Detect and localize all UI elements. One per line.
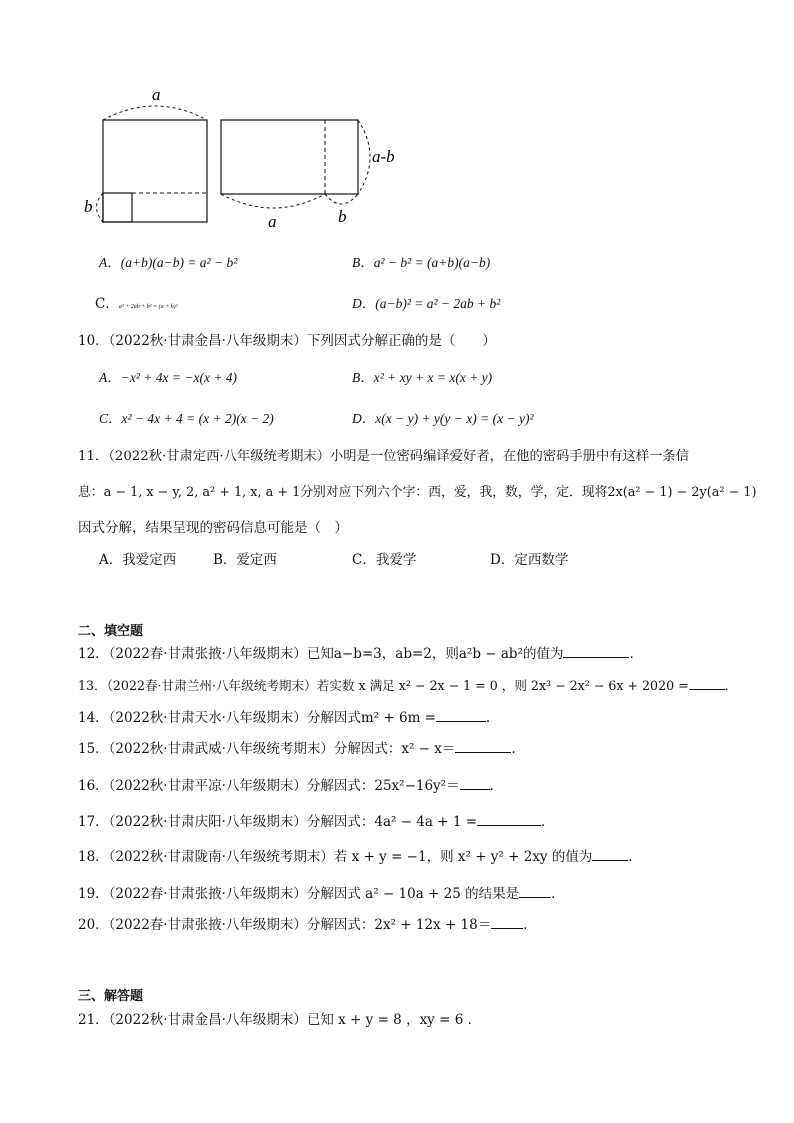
q17-end: ． — [541, 814, 555, 830]
q12 — [78, 645, 643, 663]
q10-option-d[interactable]: D．x(x − y) + y(y − x) = (x − y)² — [352, 411, 534, 426]
q16-answer-blank[interactable] — [460, 777, 490, 790]
q11-option-b[interactable]: B．爱定西 — [213, 552, 277, 568]
left-square — [103, 120, 207, 222]
q10-option-c[interactable]: C．x² − 4x + 4 = (x + 2)(x − 2) — [99, 411, 274, 426]
q14-end: ． — [485, 710, 500, 726]
q20 — [78, 916, 537, 934]
q17-answer-blank[interactable] — [477, 813, 541, 826]
section-fill-in-title: 二、填空题 — [78, 624, 144, 639]
q11-line-3: 因式分解，结果呈现的密码信息可能是（ ） — [78, 520, 348, 536]
q18 — [78, 848, 642, 866]
q18-end: ． — [628, 849, 642, 865]
q15-answer-blank[interactable] — [455, 740, 511, 753]
q12-end: ． — [629, 646, 643, 662]
brace-b-left — [97, 193, 104, 222]
q13 — [78, 677, 737, 695]
q19-end: ． — [551, 886, 565, 902]
q9-option-d[interactable]: D．(a−b)² = a² − 2ab + b² — [352, 296, 501, 311]
q16-text: 16．（2022秋·甘肃平凉·八年级期末）分解因式：25x²−16y²＝ — [78, 778, 460, 794]
brace-a-bottom — [221, 194, 325, 208]
q11-option-c[interactable]: C．我爱学 — [352, 552, 417, 568]
q9-option-c[interactable] — [95, 295, 177, 316]
label-b-left: b — [84, 197, 93, 216]
q10-stem: 10．（2022秋·甘肃金昌·八年级期末）下列因式分解正确的是（ ） — [78, 333, 496, 349]
q20-answer-blank[interactable] — [491, 916, 523, 929]
section-answer-title: 三、解答题 — [78, 989, 144, 1004]
label-a-top: a — [152, 85, 161, 104]
q16 — [78, 777, 503, 795]
brace-amb-right — [358, 120, 370, 194]
q14 — [78, 709, 499, 727]
q11-line-2: 息：a − 1, x − y, 2, a² + 1, x, a + 1分别对应下列六个字：西，爱，我，数，学，定．现将2x(a² − 1) − 2y(a² − 1) — [78, 485, 757, 500]
q20-text: 20．（2022春·甘肃张掖·八年级期末）分解因式：2x² + 12x + 18＝ — [78, 917, 492, 933]
q11-line-1: 11．（2022秋·甘肃定西·八年级统考期末）小明是一位密码编译爱好者，在他的密码手册中有这样一条信 — [78, 449, 690, 464]
q11-option-a[interactable]: A．我爱定西 — [99, 552, 177, 568]
q12-text: 12．（2022春·甘肃张掖·八年级期末）已知a−b=3，ab=2，则a²b − ab²的值为 — [78, 646, 564, 662]
q20-end: ． — [523, 917, 537, 933]
q13-answer-blank[interactable] — [689, 677, 725, 690]
brace-a-top — [103, 106, 207, 120]
q14-text: 14．（2022秋·甘肃天水·八年级期末）分解因式m² + 6m = — [78, 710, 436, 726]
q9-option-c-expr: a² + 2ab + b² = (a + b)² — [118, 304, 178, 310]
q15-end: . — [511, 741, 516, 757]
q13-end: ． — [724, 678, 738, 693]
label-b-bottom: b — [338, 207, 347, 226]
q10-option-b[interactable]: B．x² + xy + x = x(x + y) — [352, 370, 493, 385]
q18-text: 18．（2022秋·甘肃陇南·八年级统考期末）若 x + y = −1，则 x² + y² + 2xy 的值为 — [78, 849, 593, 865]
q19-answer-blank[interactable] — [519, 885, 551, 898]
label-a-bottom: a — [268, 212, 277, 231]
q15-text: 15．（2022秋·甘肃武威·八年级统考期末）分解因式：x² − x＝ — [78, 741, 456, 757]
q19 — [78, 885, 565, 903]
q9-option-a[interactable]: A．(a+b)(a−b) = a² − b² — [99, 255, 238, 270]
q21: 21．（2022秋·甘肃金昌·八年级期末）已知 x + y = 8 ，xy = 6 ． — [78, 1012, 482, 1028]
q9-option-b[interactable]: B．a² − b² = (a+b)(a−b) — [352, 255, 491, 270]
q13-text: 13．（2022春·甘肃兰州·八年级统考期末）若实数 x 满足 x² − 2x − 1 = 0 ，则 2x³ − 2x² − 6x + 2020 = — [78, 678, 689, 693]
q19-text: 19．（2022春·甘肃张掖·八年级期末）分解因式 a² − 10a + 25 的结果是 — [78, 886, 520, 902]
q16-end: ． — [489, 778, 504, 794]
q17 — [78, 813, 555, 831]
brace-b-bottom — [325, 194, 358, 204]
q10-option-a[interactable]: A．−x² + 4x = −x(x + 4) — [99, 370, 238, 385]
q9-option-c-letter: C． — [95, 296, 119, 312]
q18-answer-blank[interactable] — [592, 848, 628, 861]
q11-option-d[interactable]: D．定西数学 — [490, 552, 569, 568]
geometry-figure — [70, 80, 430, 235]
right-rectangle — [221, 120, 358, 194]
q12-answer-blank[interactable] — [563, 645, 629, 658]
small-square — [103, 193, 132, 222]
q15 — [78, 740, 516, 758]
q17-text: 17．（2022秋·甘肃庆阳·八年级期末）分解因式：4a² − 4a + 1 = — [78, 814, 478, 830]
q14-answer-blank[interactable] — [436, 709, 486, 722]
label-amb: a-b — [372, 147, 395, 166]
